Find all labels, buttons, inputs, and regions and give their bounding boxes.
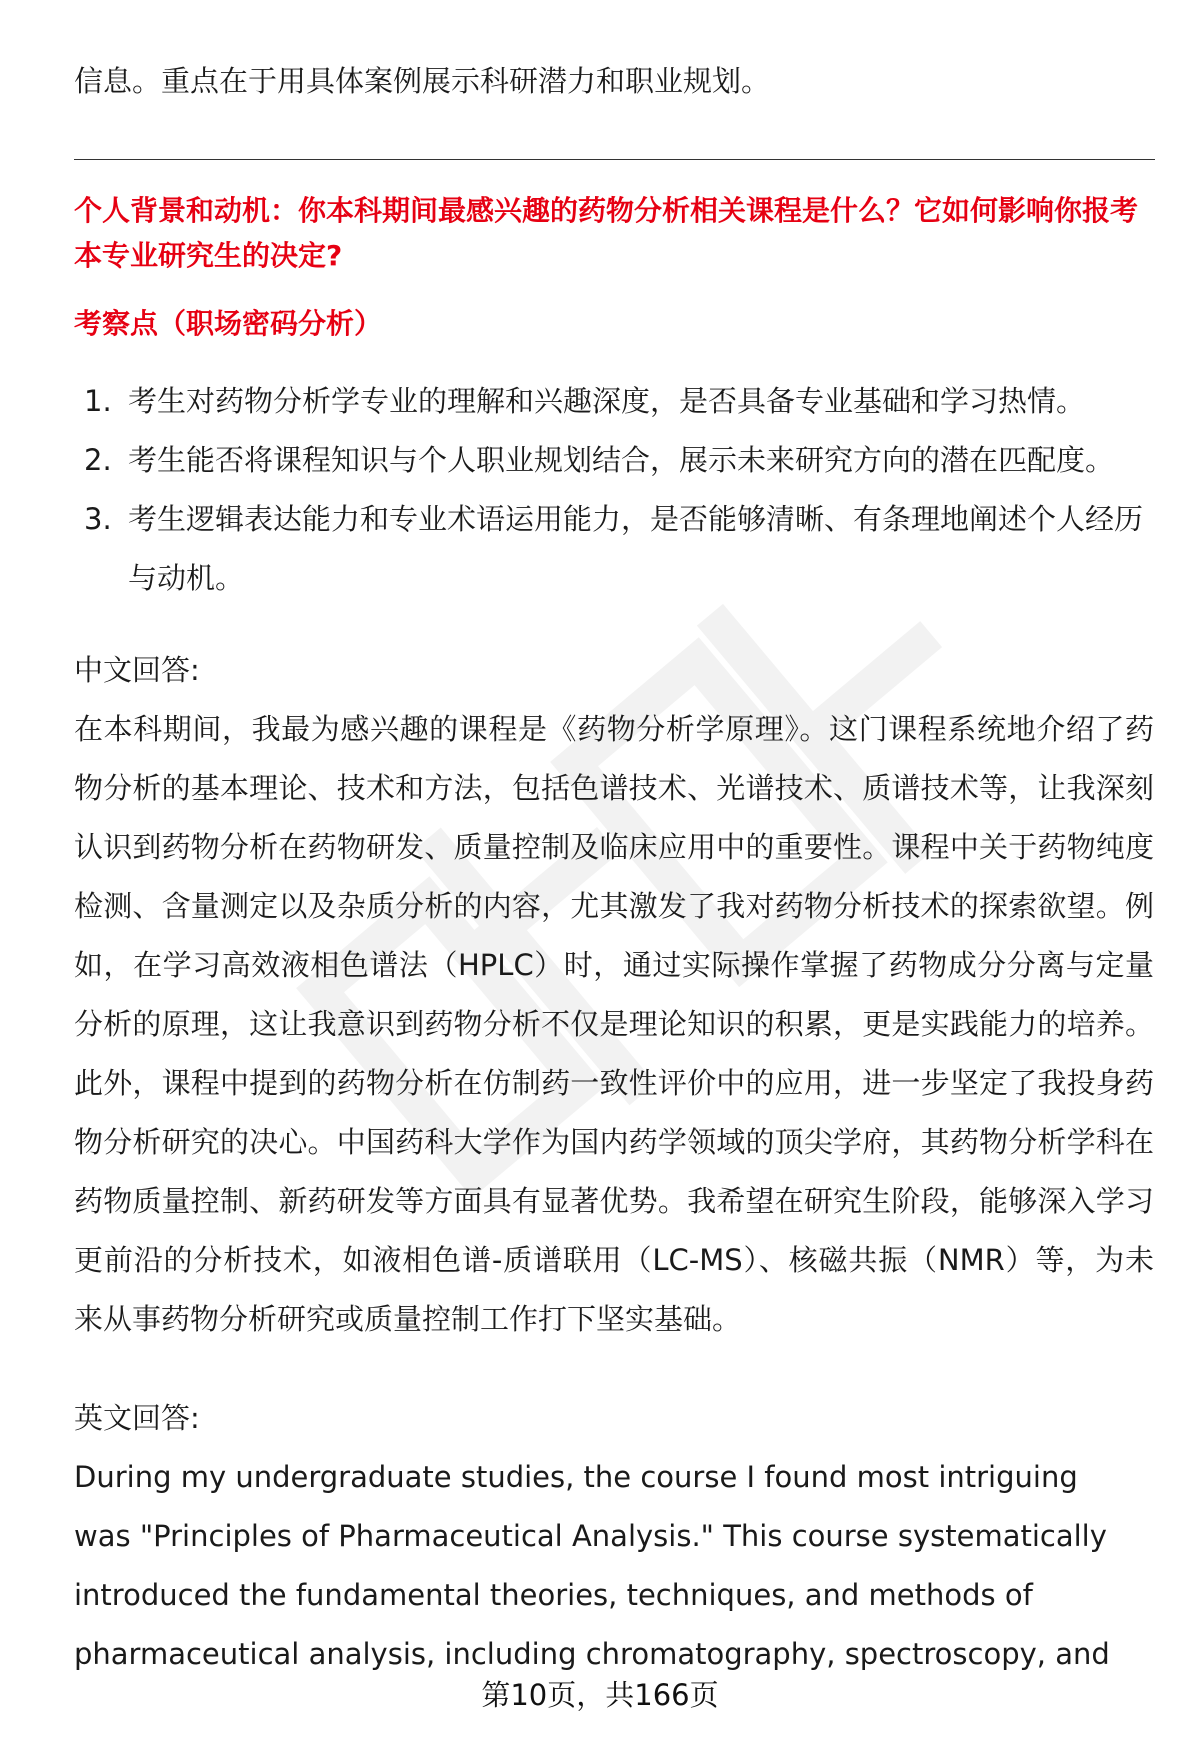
section-divider [74,159,1155,160]
continued-paragraph-line: 信息。重点在于用具体案例展示科研潜力和职业规划。 [74,64,771,98]
assessment-points-heading: 考察点（职场密码分析） [74,307,383,340]
list-item-text: 考生逻辑表达能力和专业术语运用能力，是否能够清晰、有条理地阐述个人经历与动机。 [128,502,1144,595]
list-item-number: 1. [84,384,112,418]
english-answer-text: During my undergraduate studies, the course I found most intriguing was "Principles of Pharmaceutical Analysis." This course systematically introduced the fundamental theories, techniques, and methods of pharmaceutical analysis, including chromatography, spectroscopy, and [74,1460,1110,1671]
chinese-answer-label: 中文回答: [74,653,200,687]
chinese-answer-text: 在本科期间，我最为感兴趣的课程是《药物分析学原理》。这门课程系统地介绍了药物分析的基本理论、技术和方法，包括色谱技术、光谱技术、质谱技术等，让我深刻认识到药物分析在药物研发、质量控制及临床应用中的重要性。课程中关于药物纯度检测、含量测定以及杂质分析的内容，尤其激发了我对药物分析技术的探索欲望。例如，在学习高效液相色谱法（HPLC）时，通过实际操作掌握了药物成分分离与定量分析的原理，这让我意识到药物分析不仅是理论知识的积累，更是实践能力的培养。此外，课程中提到的药物分析在仿制药一致性评价中的应用，进一步坚定了我投身药物分析研究的决心。中国药科大学作为国内药学领域的顶尖学府，其药物分析学科在药物质量控制、新药研发等方面具有显著优势。我希望在研究生阶段，能够深入学习更前沿的分析技术，如液相色谱-质谱联用（LC-MS）、核磁共振（NMR）等，为未来从事药物分析研究或质量控制工作打下坚实基础。 [74,712,1154,1336]
list-item [74,490,1154,608]
list-item [74,431,1154,490]
question-heading: 个人背景和动机：你本科期间最感兴趣的药物分析相关课程是什么？它如何影响你报考本专业研究生的决定? [74,194,1139,272]
assessment-points-list [74,372,1154,608]
list-item-text: 考生能否将课程知识与个人职业规划结合，展示未来研究方向的潜在匹配度。 [128,443,1115,477]
list-item-number: 2. [84,443,112,477]
list-item-text: 考生对药物分析学专业的理解和兴趣深度，是否具备专业基础和学习热情。 [128,384,1086,418]
english-answer-label: 英文回答: [74,1401,200,1435]
list-item-number: 3. [84,502,112,536]
page-number-footer: 第10页，共166页 [481,1678,719,1712]
list-item [74,372,1154,431]
